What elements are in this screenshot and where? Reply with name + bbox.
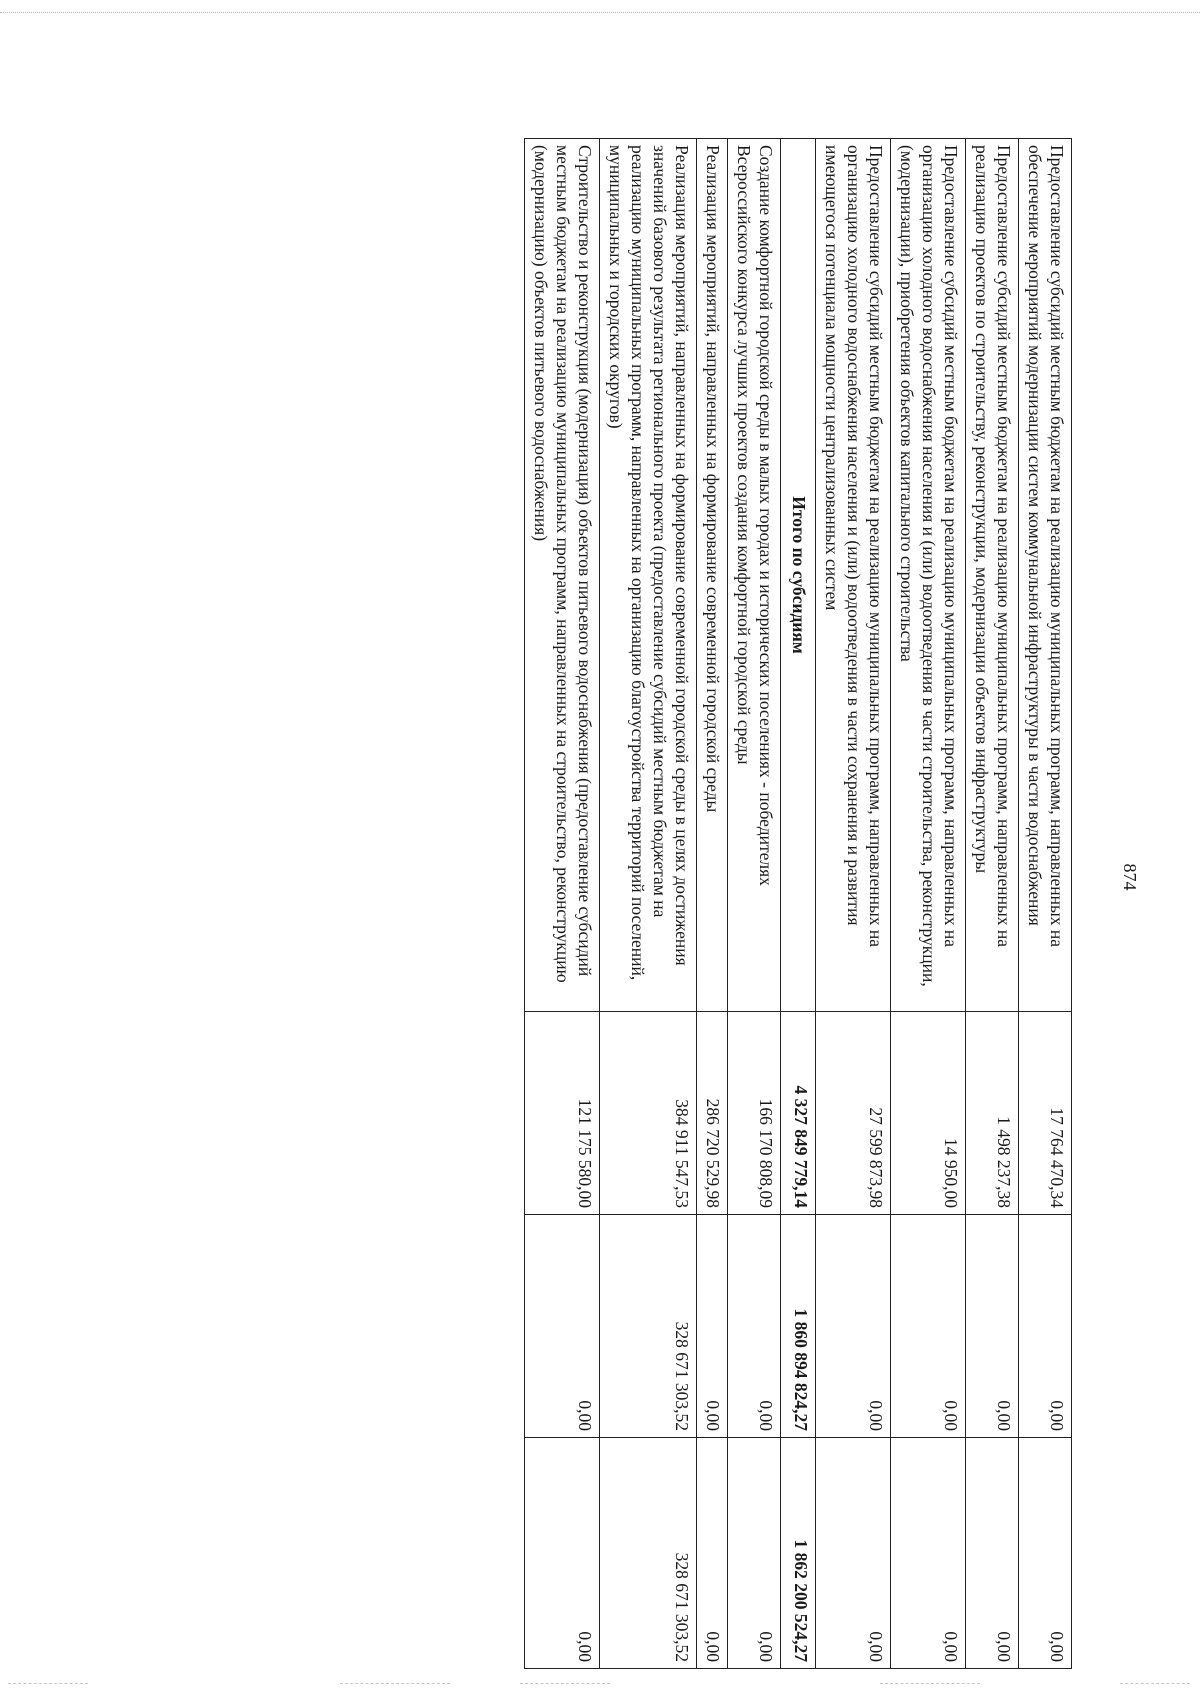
row-value-1: 27 599 873,98	[816, 1012, 891, 1215]
total-value-2: 1 860 894 824,27	[781, 1215, 816, 1438]
row-value-3: 0,00	[1019, 1438, 1072, 1669]
row-value-1: 286 720 529,98	[697, 1012, 728, 1215]
row-value-3: 0,00	[816, 1438, 891, 1669]
scan-mark	[8, 1683, 88, 1684]
table-row	[600, 139, 697, 1669]
budget-table	[524, 138, 1072, 1669]
scan-mark	[880, 1683, 980, 1684]
total-label: Итого по субсидиям	[781, 139, 816, 1012]
table-row	[697, 139, 728, 1669]
row-value-1: 121 175 580,00	[525, 1012, 600, 1215]
row-value-2: 0,00	[816, 1215, 891, 1438]
row-value-1: 1 498 237,38	[966, 1012, 1019, 1215]
table-row	[966, 139, 1019, 1669]
table-row	[891, 139, 966, 1669]
row-value-2: 0,00	[1019, 1215, 1072, 1438]
total-row	[781, 139, 816, 1669]
total-value-1: 4 327 849 779,14	[781, 1012, 816, 1215]
row-value-3: 0,00	[697, 1438, 728, 1669]
row-value-2: 0,00	[525, 1215, 600, 1438]
row-name: Предоставление субсидий местным бюджетам на реализацию муниципальных программ, направленных на организацию холодного водоснабжения населения и (или) водоотведения в части сохранения и развития имеющегося потенциала мощности централизованных систем	[816, 139, 891, 1012]
row-name: Реализация мероприятий, направленных на формирование современной городской среды в целях достижения значений базового результата регионального проекта (предоставление субсидий местным бюджетам на реализацию муниципальных программ, направленных на организацию благоустройства территорий поселений, муниципальных и городских округов)	[600, 139, 697, 1012]
page-number: 874	[1120, 863, 1140, 891]
row-value-3: 328 671 303,52	[600, 1438, 697, 1669]
document-page	[140, 138, 1140, 1662]
row-value-1: 17 764 470,34	[1019, 1012, 1072, 1215]
row-value-2: 0,00	[891, 1215, 966, 1438]
table-row	[1019, 139, 1072, 1669]
row-name: Предоставление субсидий местным бюджетам на реализацию муниципальных программ, направленных на организацию холодного водоснабжения населения и (или) водоотведения в части строительства, реконструкции, (модернизации), приобретения объектов капитального строительства	[891, 139, 966, 1012]
row-name: Строительство и реконструкция (модернизация) объектов питьевого водоснабжения (предоставление субсидий местным бюджетам на реализацию муниципальных программ, направленных на строительство, реконструкцию (модернизацию) объектов питьевого водоснабжения)	[525, 139, 600, 1012]
table-row	[728, 139, 781, 1669]
row-value-3: 0,00	[525, 1438, 600, 1669]
row-value-2: 0,00	[697, 1215, 728, 1438]
row-name: Создание комфортной городской среды в малых городах и исторических поселениях - победителях Всероссийского конкурса лучших проектов создания комфортной городской среды	[728, 139, 781, 1012]
row-value-3: 0,00	[728, 1438, 781, 1669]
row-value-1: 384 911 547,53	[600, 1012, 697, 1215]
table-row	[525, 139, 600, 1669]
total-value-3: 1 862 200 524,27	[781, 1438, 816, 1669]
row-value-1: 14 950,00	[891, 1012, 966, 1215]
row-value-2: 0,00	[728, 1215, 781, 1438]
row-value-2: 0,00	[966, 1215, 1019, 1438]
row-value-1: 166 170 808,09	[728, 1012, 781, 1215]
row-value-3: 0,00	[966, 1438, 1019, 1669]
row-value-3: 0,00	[891, 1438, 966, 1669]
row-value-2: 328 671 303,52	[600, 1215, 697, 1438]
scan-mark	[340, 1683, 450, 1684]
row-name: Реализация мероприятий, направленных на формирование современной городской среды	[697, 139, 728, 1012]
scan-mark	[520, 1683, 610, 1684]
scan-edge-line	[0, 12, 1200, 13]
row-name: Предоставление субсидий местным бюджетам на реализацию муниципальных программ, направленных на реализацию проектов по строительству, реконструкции, модернизации объектов инфраструктуры	[966, 139, 1019, 1012]
scan-mark	[1120, 1683, 1190, 1684]
table-row	[816, 139, 891, 1669]
row-name: Предоставление субсидий местным бюджетам на реализацию муниципальных программ, направленных на обеспечение мероприятий модернизации систем коммунальной инфраструктуры в части водоснабжения	[1019, 139, 1072, 1012]
